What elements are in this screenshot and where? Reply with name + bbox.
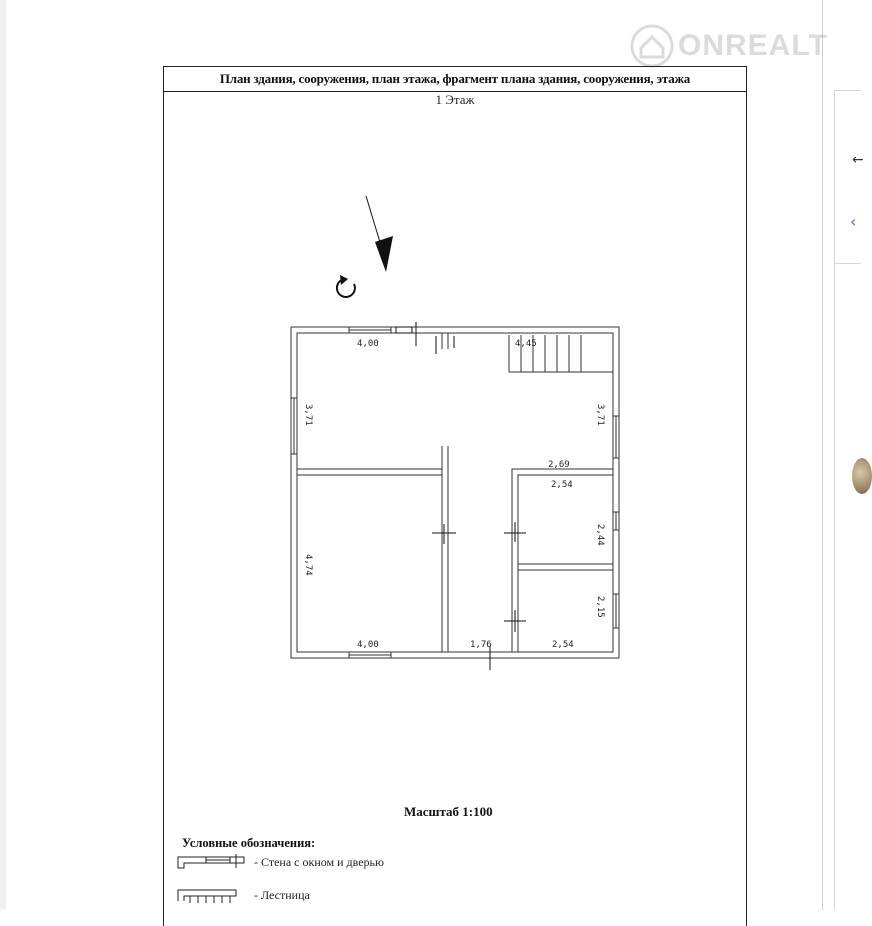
right-side-panel-lower — [834, 262, 861, 910]
chevron-left-icon[interactable]: ‹ — [850, 212, 857, 231]
dim-corridor-bottom: 1,76 — [470, 640, 492, 650]
legend-item-stairs — [176, 887, 310, 903]
interior-walls — [297, 333, 613, 652]
dim-bath-bottom: 2,54 — [552, 640, 574, 650]
floor-label: 1 Этаж — [435, 92, 475, 107]
dim-small-room-right: 2,44 — [595, 524, 605, 546]
sheet-title: План здания, сооружения, план этажа, фрагмент плана здания, сооружения, этажа — [164, 66, 746, 92]
wall-window-door-icon — [176, 854, 248, 870]
floor-plan-drawing — [164, 66, 746, 766]
dim-hall-right: 3,71 — [595, 404, 605, 426]
legend-item-wall — [176, 854, 384, 870]
house-logo-icon — [630, 24, 674, 68]
outer-walls — [291, 327, 619, 658]
legend-title: Условные обозначения: — [182, 836, 316, 850]
scale-label: Масштаб 1:100 — [404, 804, 493, 819]
windows — [291, 327, 619, 658]
north-arrow-icon — [366, 196, 393, 272]
floor-plan-sheet — [163, 66, 747, 926]
dim-big-room-left: 4,74 — [303, 554, 313, 576]
left-neighbor-panel — [0, 0, 39, 910]
legend-label-wall: - Стена с окном и дверью — [254, 854, 384, 869]
right-side-panel — [834, 90, 861, 264]
image-viewer — [38, 0, 828, 910]
avatar[interactable] — [852, 458, 872, 494]
arrow-left-icon[interactable]: ← — [852, 152, 864, 168]
watermark-text: ONREALT — [678, 29, 828, 62]
doors — [396, 322, 526, 670]
rotation-icon — [337, 275, 355, 297]
stairs-icon — [176, 887, 248, 903]
dim-big-room-bottom: 4,00 — [357, 640, 379, 650]
watermark — [630, 24, 828, 68]
dim-hall-top: 4,00 — [357, 339, 379, 349]
dim-bath-right: 2,15 — [595, 596, 605, 618]
dim-room-right-top: 2,69 — [548, 460, 570, 470]
dim-stairs: 4,45 — [515, 339, 537, 349]
dim-small-room-top: 2,54 — [551, 480, 573, 490]
dim-hall-left: 3,71 — [303, 404, 313, 426]
left-panel-edge — [0, 0, 6, 910]
legend-label-stairs: - Лестница — [254, 887, 310, 902]
